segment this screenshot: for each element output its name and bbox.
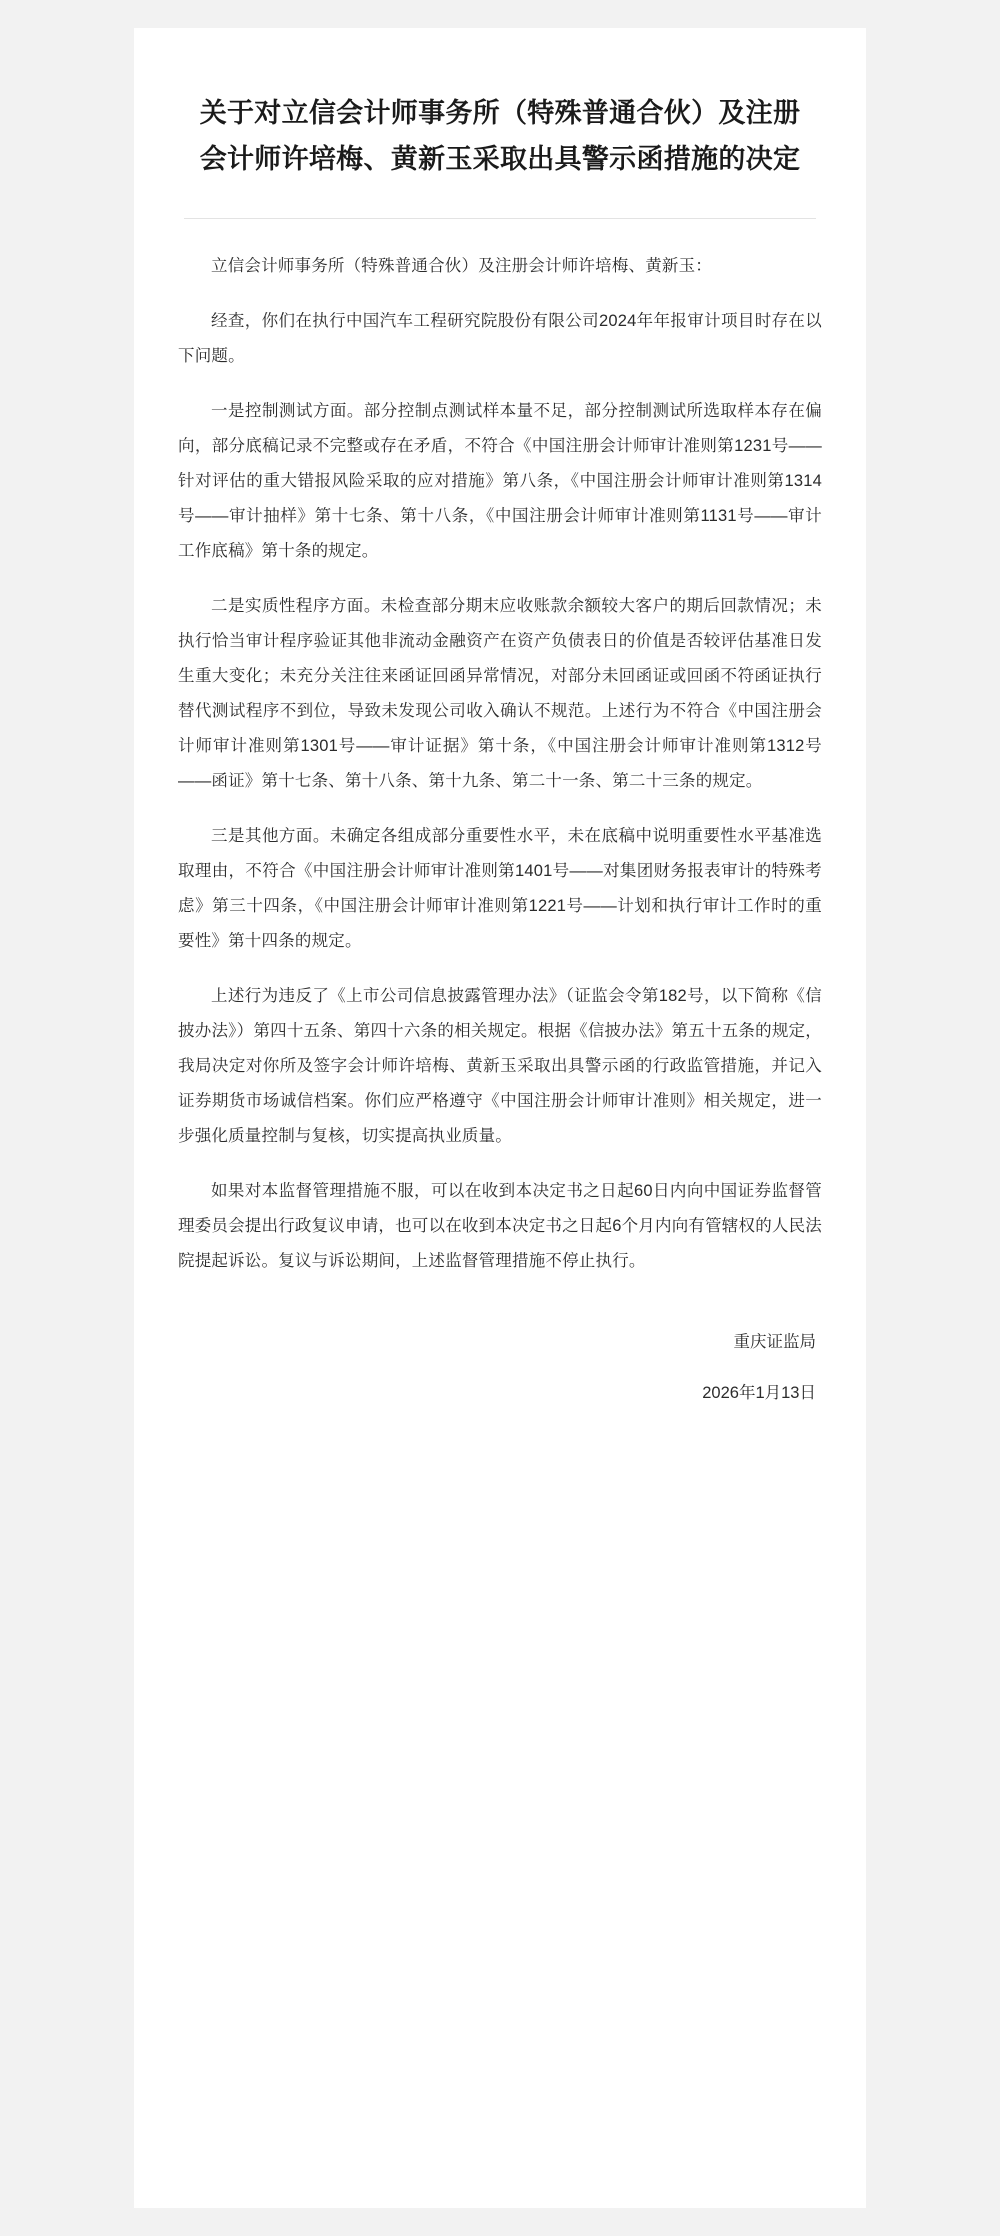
title-divider [184,218,816,219]
document-page [134,28,866,2208]
paragraph-issue-two: 二是实质性程序方面。未检查部分期末应收账款余额较大客户的期后回款情况；未执行恰当审计程序验证其他非流动金融资产在资产负债表日的价值是否较评估基准日发生重大变化；未充分关注往来函证回函异常情况，对部分未回函证或回函不符函证执行替代测试程序不到位，导致未发现公司收入确认不规范。上述行为不符合《中国注册会计师审计准则第1301号——审计证据》第十条，《中国注册会计师审计准则第1312号——函证》第十七条、第十八条、第十九条、第二十一条、第二十三条的规定。 [178,597,822,790]
paragraph-investigation: 经查，你们在执行中国汽车工程研究院股份有限公司2024年年报审计项目时存在以下问题。 [178,312,822,365]
paragraph-violation-decision: 上述行为违反了《上市公司信息披露管理办法》（证监会令第182号，以下简称《信披办法》）第四十五条、第四十六条的相关规定。根据《信披办法》第五十五条的规定，我局决定对你所及签字会计师许培梅、黄新玉采取出具警示函的行政监管措施，并记入证券期货市场诚信档案。你们应严格遵守《中国注册会计师审计准则》相关规定，进一步强化质量控制与复核，切实提高执业质量。 [178,987,822,1145]
signature-date: 2026年1月13日 [702,1384,816,1402]
paragraph-addressee: 立信会计师事务所（特殊普通合伙）及注册会计师许培梅、黄新玉： [211,257,712,275]
paragraph-appeal-rights: 如果对本监督管理措施不服，可以在收到本决定书之日起60日内向中国证券监督管理委员会提出行政复议申请，也可以在收到本决定书之日起6个月内向有管辖权的人民法院提起诉讼。复议与诉讼期间，上述监督管理措施不停止执行。 [178,1182,822,1270]
paragraph-issue-three: 三是其他方面。未确定各组成部分重要性水平，未在底稿中说明重要性水平基准选取理由，不符合《中国注册会计师审计准则第1401号——对集团财务报表审计的特殊考虑》第三十四条，《中国注册会计师审计准则第1221号——计划和执行审计工作时的重要性》第十四条的规定。 [178,827,822,950]
paragraph-issue-one: 一是控制测试方面。部分控制点测试样本量不足，部分控制测试所选取样本存在偏向，部分底稿记录不完整或存在矛盾，不符合《中国注册会计师审计准则第1231号——针对评估的重大错报风险采取的应对措施》第八条，《中国注册会计师审计准则第1314号——审计抽样》第十七条、第十八条，《中国注册会计师审计准则第1131号——审计工作底稿》第十条的规定。 [178,402,822,560]
document-body [178,249,822,1279]
page-title: 关于对立信会计师事务所（特殊普通合伙）及注册会计师许培梅、黄新玉采取出具警示函措施的决定 [199,98,801,174]
signature-issuer: 重庆证监局 [733,1333,816,1351]
signature-block [178,1325,822,1411]
